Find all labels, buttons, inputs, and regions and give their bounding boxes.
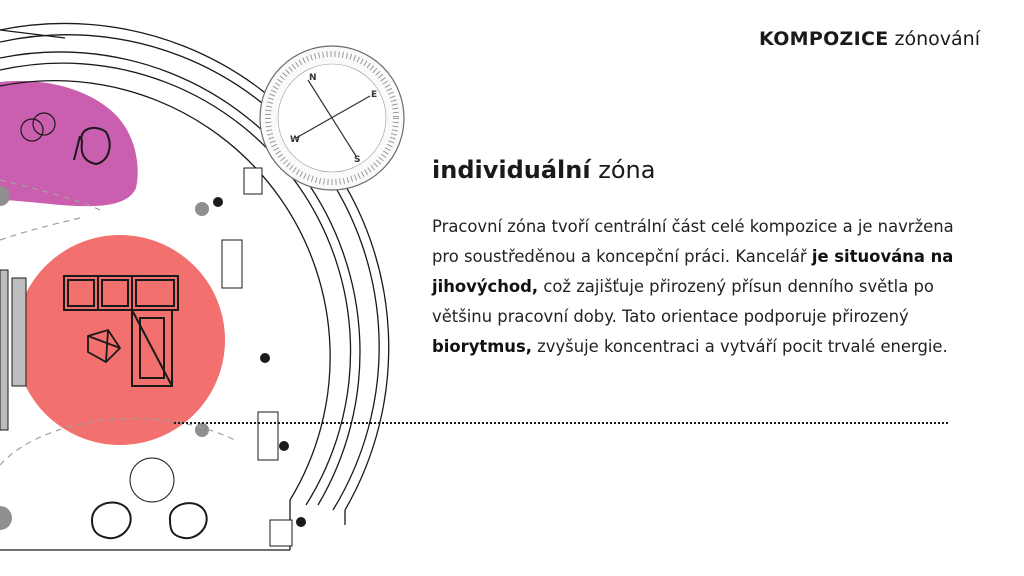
header-light: zónování (894, 28, 980, 50)
compass-s: S (354, 155, 361, 165)
window-frames (222, 168, 292, 546)
title-light: zóna (590, 156, 656, 184)
header (759, 28, 980, 50)
red-zone (15, 235, 225, 445)
compass-n: N (309, 73, 317, 83)
compass-rose (260, 46, 404, 190)
pink-zone (0, 81, 138, 206)
paragraph-bold-2: biorytmus, (432, 337, 532, 356)
dotted-divider (174, 422, 948, 424)
paragraph-part-1: Pracovní zóna tvoří centrální část celé kompozice a je navržena pro soustředěnou a koncepční práci. Kancelář (432, 217, 954, 266)
header-strong: KOMPOZICE (759, 28, 889, 50)
compass-e: E (371, 90, 378, 100)
left-storage (0, 270, 26, 430)
section-title (432, 156, 655, 184)
lounge-chairs (92, 458, 207, 538)
paragraph-part-3: zvyšuje koncentraci a vytváří pocit trvalé energie. (531, 337, 948, 356)
paragraph-bold-1: je situována na jihovýchod, (432, 247, 954, 296)
paragraph-part-2: což zajišťuje přirozený přísun denního světla po většinu pracovní doby. Tato orientace podporuje přirozený (432, 277, 934, 326)
title-strong: individuální (432, 156, 591, 184)
compass-w: W (290, 135, 300, 145)
description-paragraph (432, 212, 972, 362)
